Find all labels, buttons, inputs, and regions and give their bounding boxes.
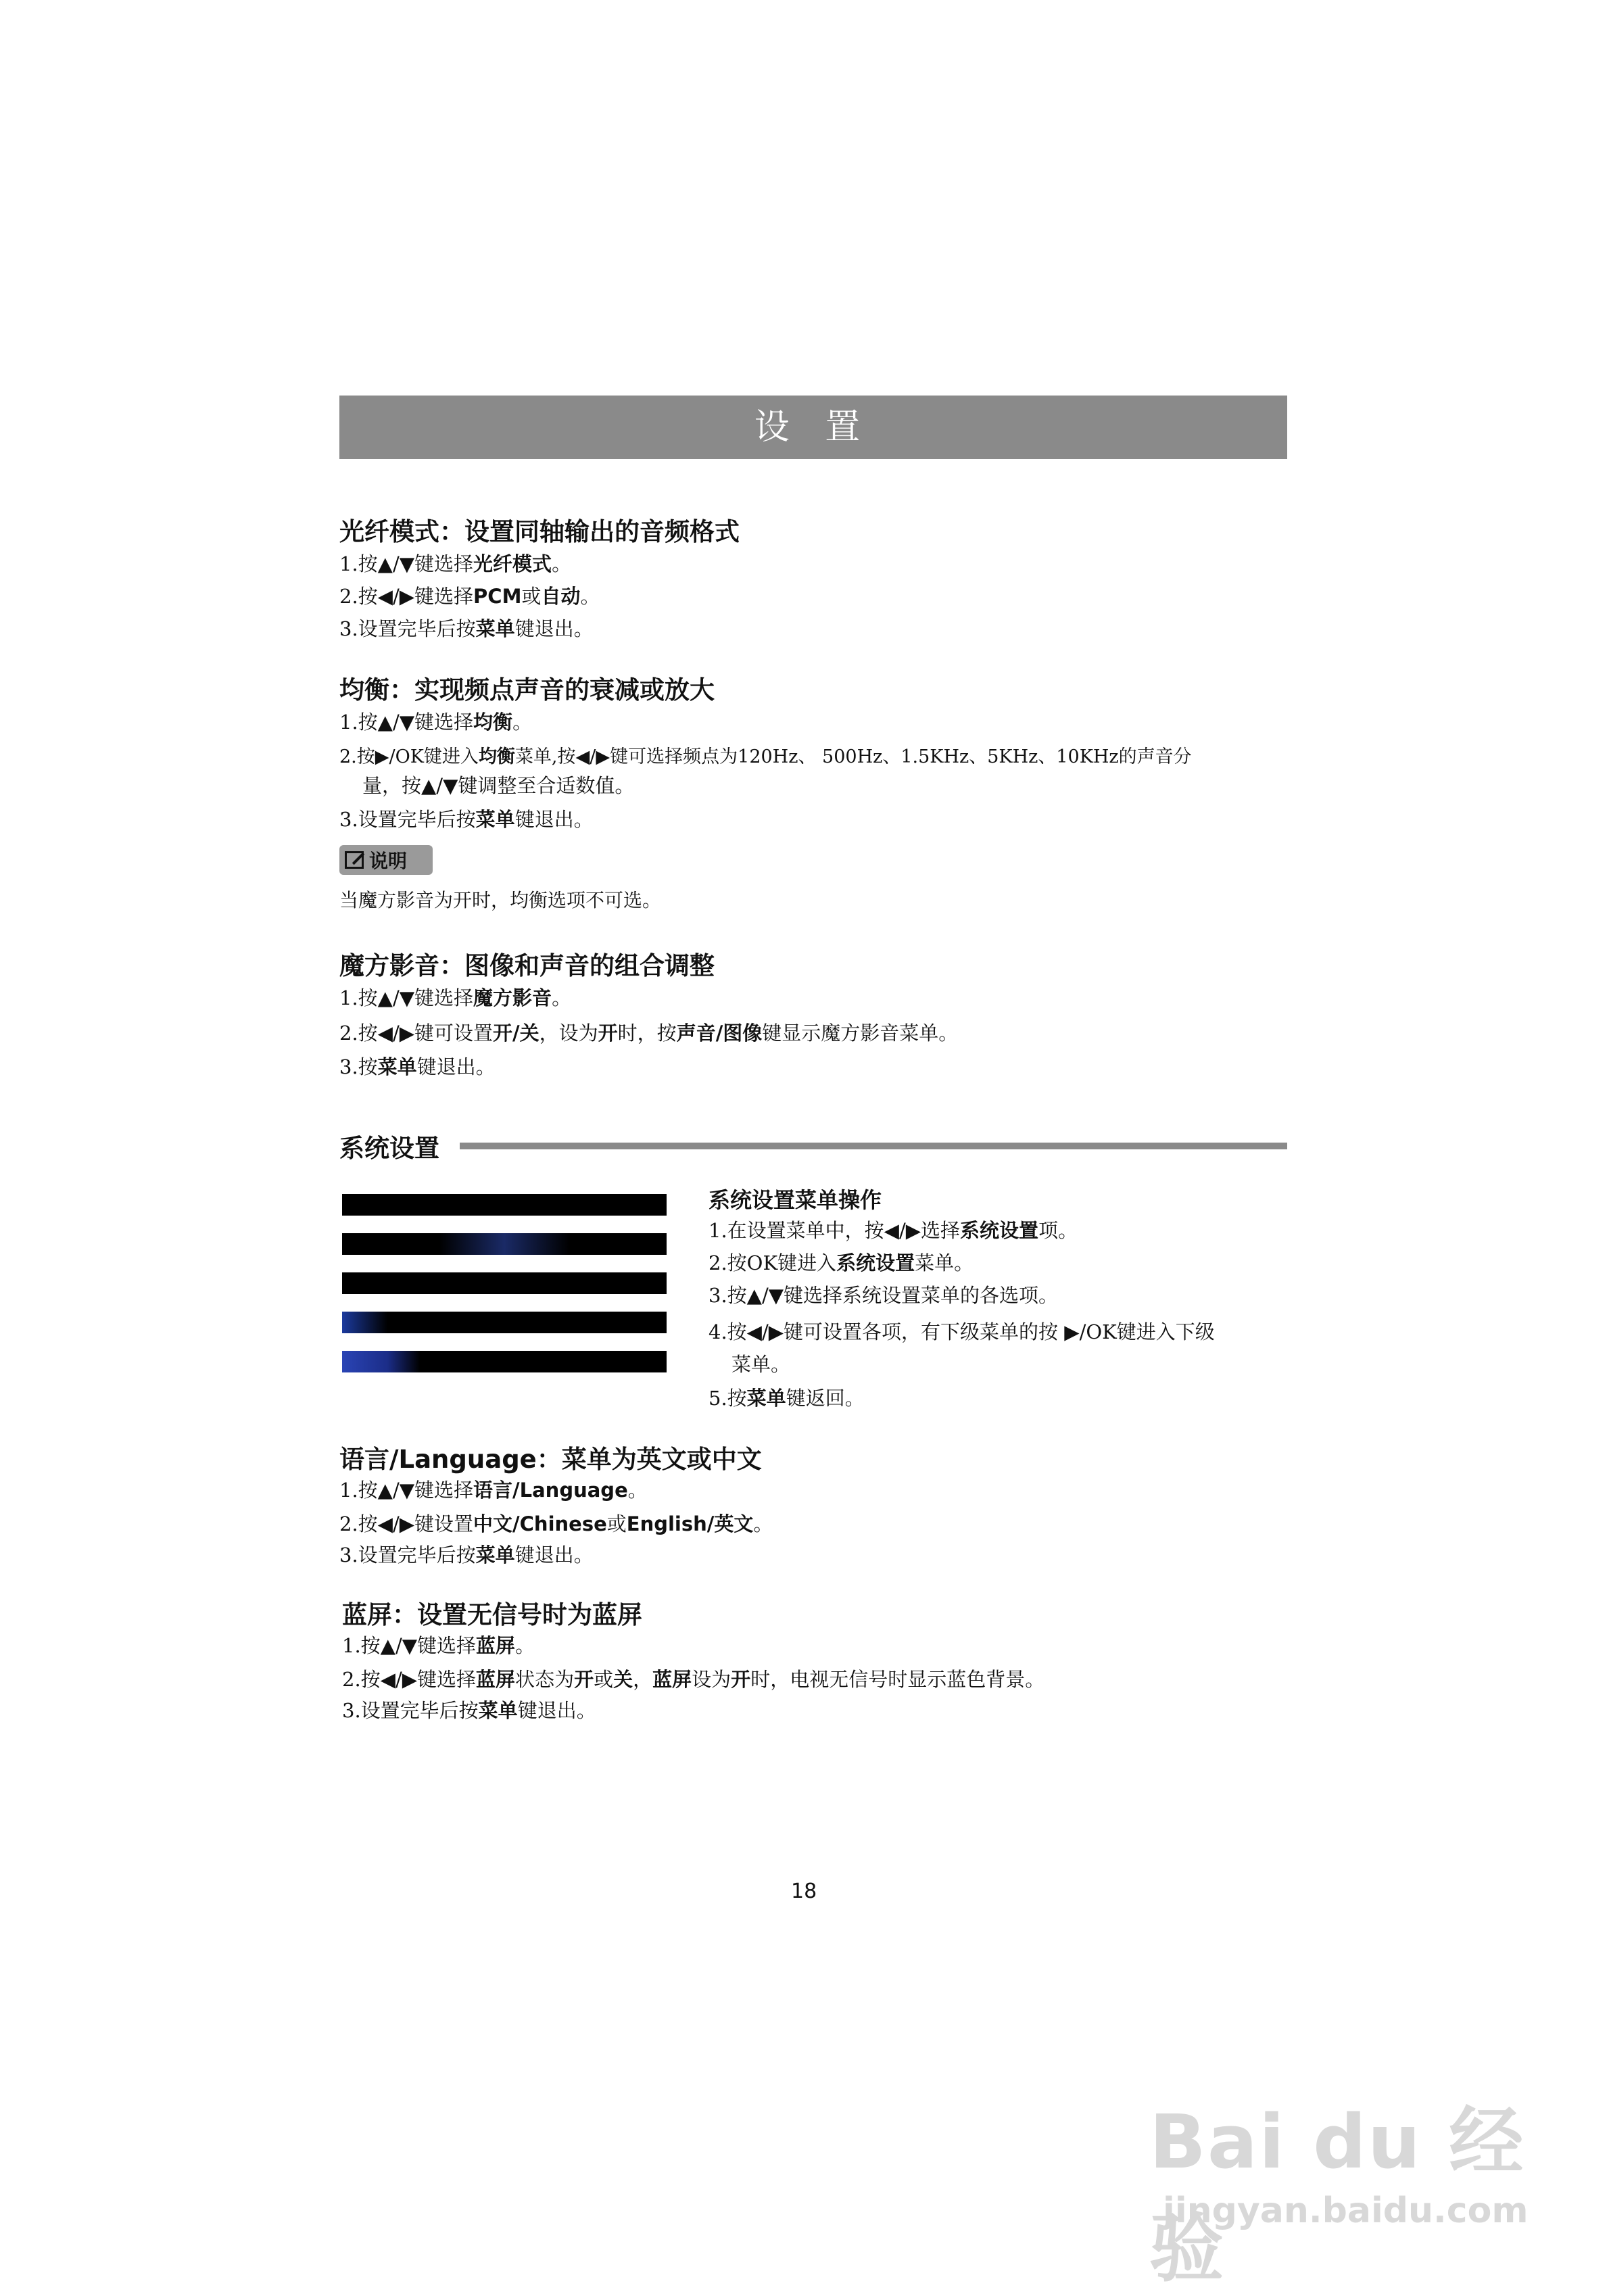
equalizer-heading: 均衡：实现频点声音的衰减或放大: [339, 675, 715, 704]
equalizer-step-1: 1.按▲/▼键选择均衡。: [339, 711, 533, 734]
system-menu-image: [342, 1194, 667, 1378]
section-divider: [460, 1143, 1287, 1149]
menu-image-bar: [342, 1194, 667, 1216]
magic-step-3: 3.按菜单键退出。: [339, 1055, 496, 1078]
optical-step-1: 1.按▲/▼键选择光纤模式。: [339, 552, 572, 575]
watermark-main: Bai du 经验: [1149, 2099, 1525, 2292]
language-step-2: 2.按◀/▶键设置中文/Chinese或English/英文。: [339, 1512, 773, 1535]
note-text: 当魔方影音为开时，均衡选项不可选。: [339, 889, 662, 911]
note-edit-icon: [345, 851, 364, 869]
system-step-5: 5.按菜单键返回。: [709, 1387, 865, 1410]
language-heading: 语言/Language：菜单为英文或中文: [339, 1445, 762, 1474]
equalizer-step-2: 2.按▶/OK键进入均衡菜单,按◀/▶键可选择频点为120Hz、 500Hz、1.5KHz、5KHz、10KHz的声音分: [339, 746, 1192, 767]
menu-image-bar: [342, 1272, 667, 1294]
menu-image-bar: [342, 1312, 667, 1333]
optical-step-2: 2.按◀/▶键选择PCM或自动。: [339, 585, 600, 608]
magic-heading: 魔方影音：图像和声音的组合调整: [339, 951, 715, 980]
menu-image-bar: [342, 1351, 667, 1372]
system-step-2: 2.按OK键进入系统设置菜单。: [709, 1251, 974, 1274]
magic-step-1: 1.按▲/▼键选择魔方影音。: [339, 986, 572, 1009]
baidu-watermark: [1149, 2082, 1529, 2292]
bluescreen-step-2: 2.按◀/▶键选择蓝屏状态为开或关，蓝屏设为开时，电视无信号时显示蓝色背景。: [342, 1668, 1045, 1691]
note-badge: 说明: [339, 845, 433, 875]
system-heading: 系统设置: [339, 1134, 439, 1163]
equalizer-step-2-cont: 量，按▲/▼键调整至合适数值。: [362, 774, 635, 797]
watermark-url: jingyan.baidu.com: [1163, 2191, 1529, 2231]
page-number: 18: [791, 1880, 817, 1903]
equalizer-step-3: 3.设置完毕后按菜单键退出。: [339, 808, 594, 831]
system-step-4-cont: 菜单。: [731, 1353, 791, 1376]
system-step-1: 1.在设置菜单中，按◀/▶选择系统设置项。: [709, 1219, 1078, 1242]
system-sub-heading: 系统设置菜单操作: [709, 1187, 882, 1213]
optical-step-3: 3.设置完毕后按菜单键退出。: [339, 617, 594, 640]
bluescreen-heading: 蓝屏：设置无信号时为蓝屏: [342, 1600, 642, 1629]
bluescreen-step-3: 3.设置完毕后按菜单键退出。: [342, 1699, 596, 1722]
page-title: 设 置: [339, 396, 1287, 459]
system-step-4: 4.按◀/▶键可设置各项，有下级菜单的按 ▶/OK键进入下级: [709, 1320, 1215, 1343]
optical-heading: 光纤模式：设置同轴输出的音频格式: [339, 517, 740, 546]
bluescreen-step-1: 1.按▲/▼键选择蓝屏。: [342, 1634, 535, 1657]
language-step-3: 3.设置完毕后按菜单键退出。: [339, 1544, 594, 1566]
menu-image-bar: [342, 1233, 667, 1255]
system-step-3: 3.按▲/▼键选择系统设置菜单的各选项。: [709, 1284, 1059, 1307]
magic-step-2: 2.按◀/▶键可设置开/关，设为开时，按声音/图像键显示魔方影音菜单。: [339, 1022, 959, 1045]
language-step-1: 1.按▲/▼键选择语言/Language。: [339, 1479, 648, 1502]
